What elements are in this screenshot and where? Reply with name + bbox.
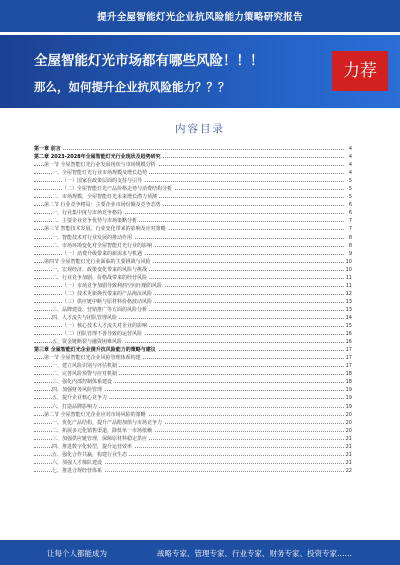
table-of-contents bbox=[34, 145, 352, 475]
toc-entry-page: 15 bbox=[345, 323, 352, 330]
toc-entry-page: 5 bbox=[345, 185, 352, 193]
toc-entry-title: （二）全屋智能灯光产品价格走势与消费结构分析 bbox=[62, 186, 173, 193]
toc-entry-title: （一）消费升级带来的新需求与机遇 bbox=[62, 250, 143, 257]
toc-entry-title: 五、资金链断裂与融资困难风险 bbox=[52, 339, 123, 346]
toc-entry-title: 第三节 智能技术发展、行业变化带来的影响及应对策略 bbox=[44, 226, 166, 233]
toc-entry-title: 二、市场规模、全屋智能灯光未来增长潜力预测 bbox=[52, 194, 158, 201]
toc-entry[interactable] bbox=[34, 225, 352, 233]
toc-entry[interactable] bbox=[34, 467, 352, 475]
banner-headline: 全屋智能灯光市场都有哪些风险！！！ bbox=[34, 53, 264, 69]
toc-entry[interactable] bbox=[34, 419, 352, 427]
toc-entry-page: 4 bbox=[345, 153, 352, 161]
toc-entry[interactable] bbox=[34, 266, 352, 274]
toc-entry-title: 一、智能技术对行业发展的推动作用 bbox=[52, 234, 133, 241]
footer-roles: 战略专家、管理专家、行业专家、财务专家、投资专家…… bbox=[157, 549, 352, 558]
toc-entry[interactable] bbox=[34, 435, 352, 443]
toc-entry-title: （二）技术更新换代带来的产品淘汰风险 bbox=[62, 290, 153, 297]
toc-entry-page: 19 bbox=[345, 403, 352, 410]
toc-entry-page: 9 bbox=[345, 250, 352, 258]
toc-entry-page: 6 bbox=[345, 209, 352, 217]
toc-entry[interactable] bbox=[34, 411, 352, 419]
toc-entry[interactable] bbox=[34, 459, 352, 467]
toc-entry-page: 20 bbox=[345, 419, 352, 426]
toc-entry-page: 7 bbox=[345, 217, 352, 225]
toc-entry-page: 8 bbox=[345, 234, 352, 242]
toc-entry[interactable] bbox=[34, 330, 352, 338]
toc-entry-page: 18 bbox=[345, 371, 352, 378]
toc-entry-page: 17 bbox=[345, 363, 352, 370]
toc-entry[interactable] bbox=[34, 145, 352, 153]
toc-entry[interactable] bbox=[34, 242, 352, 250]
toc-entry-page: 10 bbox=[345, 266, 352, 273]
toc-entry[interactable] bbox=[34, 386, 352, 394]
toc-entry-page: 18 bbox=[345, 379, 352, 386]
toc-entry[interactable] bbox=[34, 314, 352, 322]
toc-entry[interactable] bbox=[34, 169, 352, 177]
toc-entry-title: 三、加强供应链管理，保障原材料稳定供应 bbox=[52, 435, 148, 442]
toc-heading: 内容目录 bbox=[175, 123, 225, 135]
toc-entry[interactable] bbox=[34, 306, 352, 314]
toc-entry-page: 5 bbox=[345, 193, 352, 201]
toc-entry-title: 一、宏观经济、政策变化带来的风险与挑战 bbox=[52, 266, 148, 273]
toc-entry-page: 17 bbox=[345, 355, 352, 362]
toc-entry-title: 一、全屋智能灯光行业市场规模及增长趋势 bbox=[52, 170, 148, 177]
toc-entry-title: 第三章 全屋智能灯光企业提升抗风险能力的策略与建议 bbox=[34, 347, 156, 354]
toc-entry[interactable] bbox=[34, 298, 352, 306]
toc-entry-title: 第四节 全屋智能灯光行业面临的主要挑战与风险 bbox=[44, 258, 151, 265]
toc-entry-title: 第二节 全屋智能灯光企业应对市场风险的策略 bbox=[44, 411, 146, 418]
report-header-bar bbox=[0, 0, 400, 32]
toc-entry-title: 第二章 2023-2028年全屋智能灯光行业现状及趋势研究 bbox=[34, 154, 161, 161]
toc-entry-title: 二、行业竞争加剧、价格战带来的经营风险 bbox=[52, 274, 148, 281]
toc-entry-title: 一、优化产品结构，提升产品附加值与市场竞争力 bbox=[52, 419, 163, 426]
toc-entry-title: 第二节 行业竞争格局：主要企业市场份额及竞争态势 bbox=[44, 202, 161, 209]
toc-entry-title: 五、提升企业核心竞争力 bbox=[52, 395, 108, 402]
toc-entry[interactable] bbox=[34, 161, 352, 169]
toc-entry[interactable] bbox=[34, 177, 352, 185]
toc-entry-page: 13 bbox=[345, 298, 352, 305]
toc-entry-title: （一）国家在政策层面的支持与引导 bbox=[62, 178, 143, 185]
toc-entry-page: 4 bbox=[345, 161, 352, 169]
toc-entry[interactable] bbox=[34, 274, 352, 282]
toc-entry-page: 21 bbox=[345, 435, 352, 442]
toc-entry[interactable] bbox=[34, 362, 352, 370]
toc-entry[interactable] bbox=[34, 153, 352, 161]
toc-entry[interactable] bbox=[34, 209, 352, 217]
toc-leader-dots bbox=[34, 149, 344, 150]
toc-entry-page: 20 bbox=[345, 411, 352, 418]
toc-entry-title: 二、主要企业竞争优势与市场策略分析 bbox=[52, 218, 138, 225]
toc-entry[interactable] bbox=[34, 338, 352, 346]
toc-entry-title: 五、强化合作共赢，构建行业生态 bbox=[52, 451, 128, 458]
toc-entry-page: 22 bbox=[345, 467, 352, 474]
toc-entry-title: 四、人才流失与团队管理风险 bbox=[52, 314, 118, 321]
toc-entry-page: 13 bbox=[345, 306, 352, 313]
toc-entry-title: 六、加强人才梯队建设 bbox=[52, 459, 103, 466]
toc-entry[interactable] bbox=[34, 185, 352, 193]
toc-entry-page: 6 bbox=[345, 201, 352, 209]
toc-entry[interactable] bbox=[34, 394, 352, 402]
toc-entry-title: （三）供应链中断与原材料价格波动风险 bbox=[62, 298, 153, 305]
footer-bar bbox=[0, 540, 400, 565]
toc-entry-page: 16 bbox=[345, 339, 352, 346]
toc-entry-page: 19 bbox=[345, 395, 352, 402]
toc-entry-title: 第一节 全屋智能灯光企业风险管理体系构建 bbox=[44, 355, 141, 362]
toc-entry-page: 8 bbox=[345, 242, 352, 250]
toc-entry-title: 二、拓展多元化销售渠道，降低单一市场依赖 bbox=[52, 427, 153, 434]
toc-entry-title: （一）核心技术人才流失对企业的影响 bbox=[62, 323, 148, 330]
toc-entry-page: 10 bbox=[345, 258, 352, 265]
toc-entry-page: 21 bbox=[345, 451, 352, 458]
toc-entry-page: 21 bbox=[345, 459, 352, 466]
toc-entry-page: 11 bbox=[345, 282, 352, 289]
toc-entry-title: 第一章 前言 bbox=[34, 146, 61, 152]
toc-entry-page: 11 bbox=[345, 274, 352, 281]
toc-entry-page: 7 bbox=[345, 225, 352, 233]
toc-entry-page: 5 bbox=[345, 177, 352, 185]
toc-entry[interactable] bbox=[34, 234, 352, 242]
toc-entry[interactable] bbox=[34, 322, 352, 330]
toc-entry-title: 三、强化内部控制体系建设 bbox=[52, 379, 113, 386]
toc-entry-title: 一、建立风险识别与评估机制 bbox=[52, 363, 118, 370]
toc-entry[interactable] bbox=[34, 451, 352, 459]
toc-entry[interactable] bbox=[34, 217, 352, 225]
toc-entry[interactable] bbox=[34, 427, 352, 435]
toc-entry[interactable] bbox=[34, 370, 352, 378]
toc-entry[interactable] bbox=[34, 403, 352, 411]
toc-entry-title: 一、行业集中度与市场竞争格局 bbox=[52, 210, 123, 217]
toc-entry-title: 六、打造品牌影响力 bbox=[52, 403, 98, 410]
toc-entry-page: 14 bbox=[345, 314, 352, 321]
toc-entry[interactable] bbox=[34, 250, 352, 258]
toc-entry[interactable] bbox=[34, 443, 352, 451]
toc-entry-title: 三、品牌建设、营销推广等方面的风险分析 bbox=[52, 306, 148, 313]
toc-entry[interactable] bbox=[34, 282, 352, 290]
banner-subheadline: 那么，如何提升企业抗风险能力？？？ bbox=[34, 80, 230, 94]
toc-entry-title: 第一节 全屋智能灯光行业发展现状与市场规模分析 bbox=[44, 162, 156, 169]
toc-entry-title: 二、完善风险预警与应对机制 bbox=[52, 371, 118, 378]
toc-entry-page: 4 bbox=[345, 169, 352, 177]
toc-entry-page: 17 bbox=[345, 347, 352, 354]
toc-entry[interactable] bbox=[34, 290, 352, 298]
toc-entry[interactable] bbox=[34, 201, 352, 209]
toc-entry[interactable] bbox=[34, 193, 352, 201]
toc-entry[interactable] bbox=[34, 354, 352, 362]
footer-slogan: 让每个人都能成为 bbox=[47, 549, 107, 558]
toc-entry-title: 四、推进数字化转型，提升运营效率 bbox=[52, 443, 133, 450]
toc-entry-page: 16 bbox=[345, 331, 352, 338]
toc-entry[interactable] bbox=[34, 378, 352, 386]
toc-entry-page: 12 bbox=[345, 290, 352, 297]
toc-entry-title: 二、市场环境变化对全屋智能灯光行业的影响 bbox=[52, 242, 153, 249]
toc-entry-page: 21 bbox=[345, 443, 352, 450]
toc-entry-page: 20 bbox=[345, 427, 352, 434]
toc-entry-page: 19 bbox=[345, 387, 352, 394]
recommend-badge: 力荐 bbox=[332, 51, 388, 91]
toc-entry-page: 4 bbox=[345, 145, 352, 153]
toc-entry[interactable] bbox=[34, 258, 352, 266]
toc-entry-title: 七、推进合规经营体系 bbox=[52, 467, 103, 474]
toc-entry-title: （一）市场竞争加剧导致利润空间压缩的风险 bbox=[62, 282, 163, 289]
report-title: 提升全屋智能灯光企业抗风险能力策略研究报告 bbox=[97, 12, 303, 23]
toc-entry-title: （二）团队管理不善导致的运营风险 bbox=[62, 331, 143, 338]
toc-entry[interactable] bbox=[34, 346, 352, 354]
toc-entry-title: 四、加强财务风险管理 bbox=[52, 387, 103, 394]
